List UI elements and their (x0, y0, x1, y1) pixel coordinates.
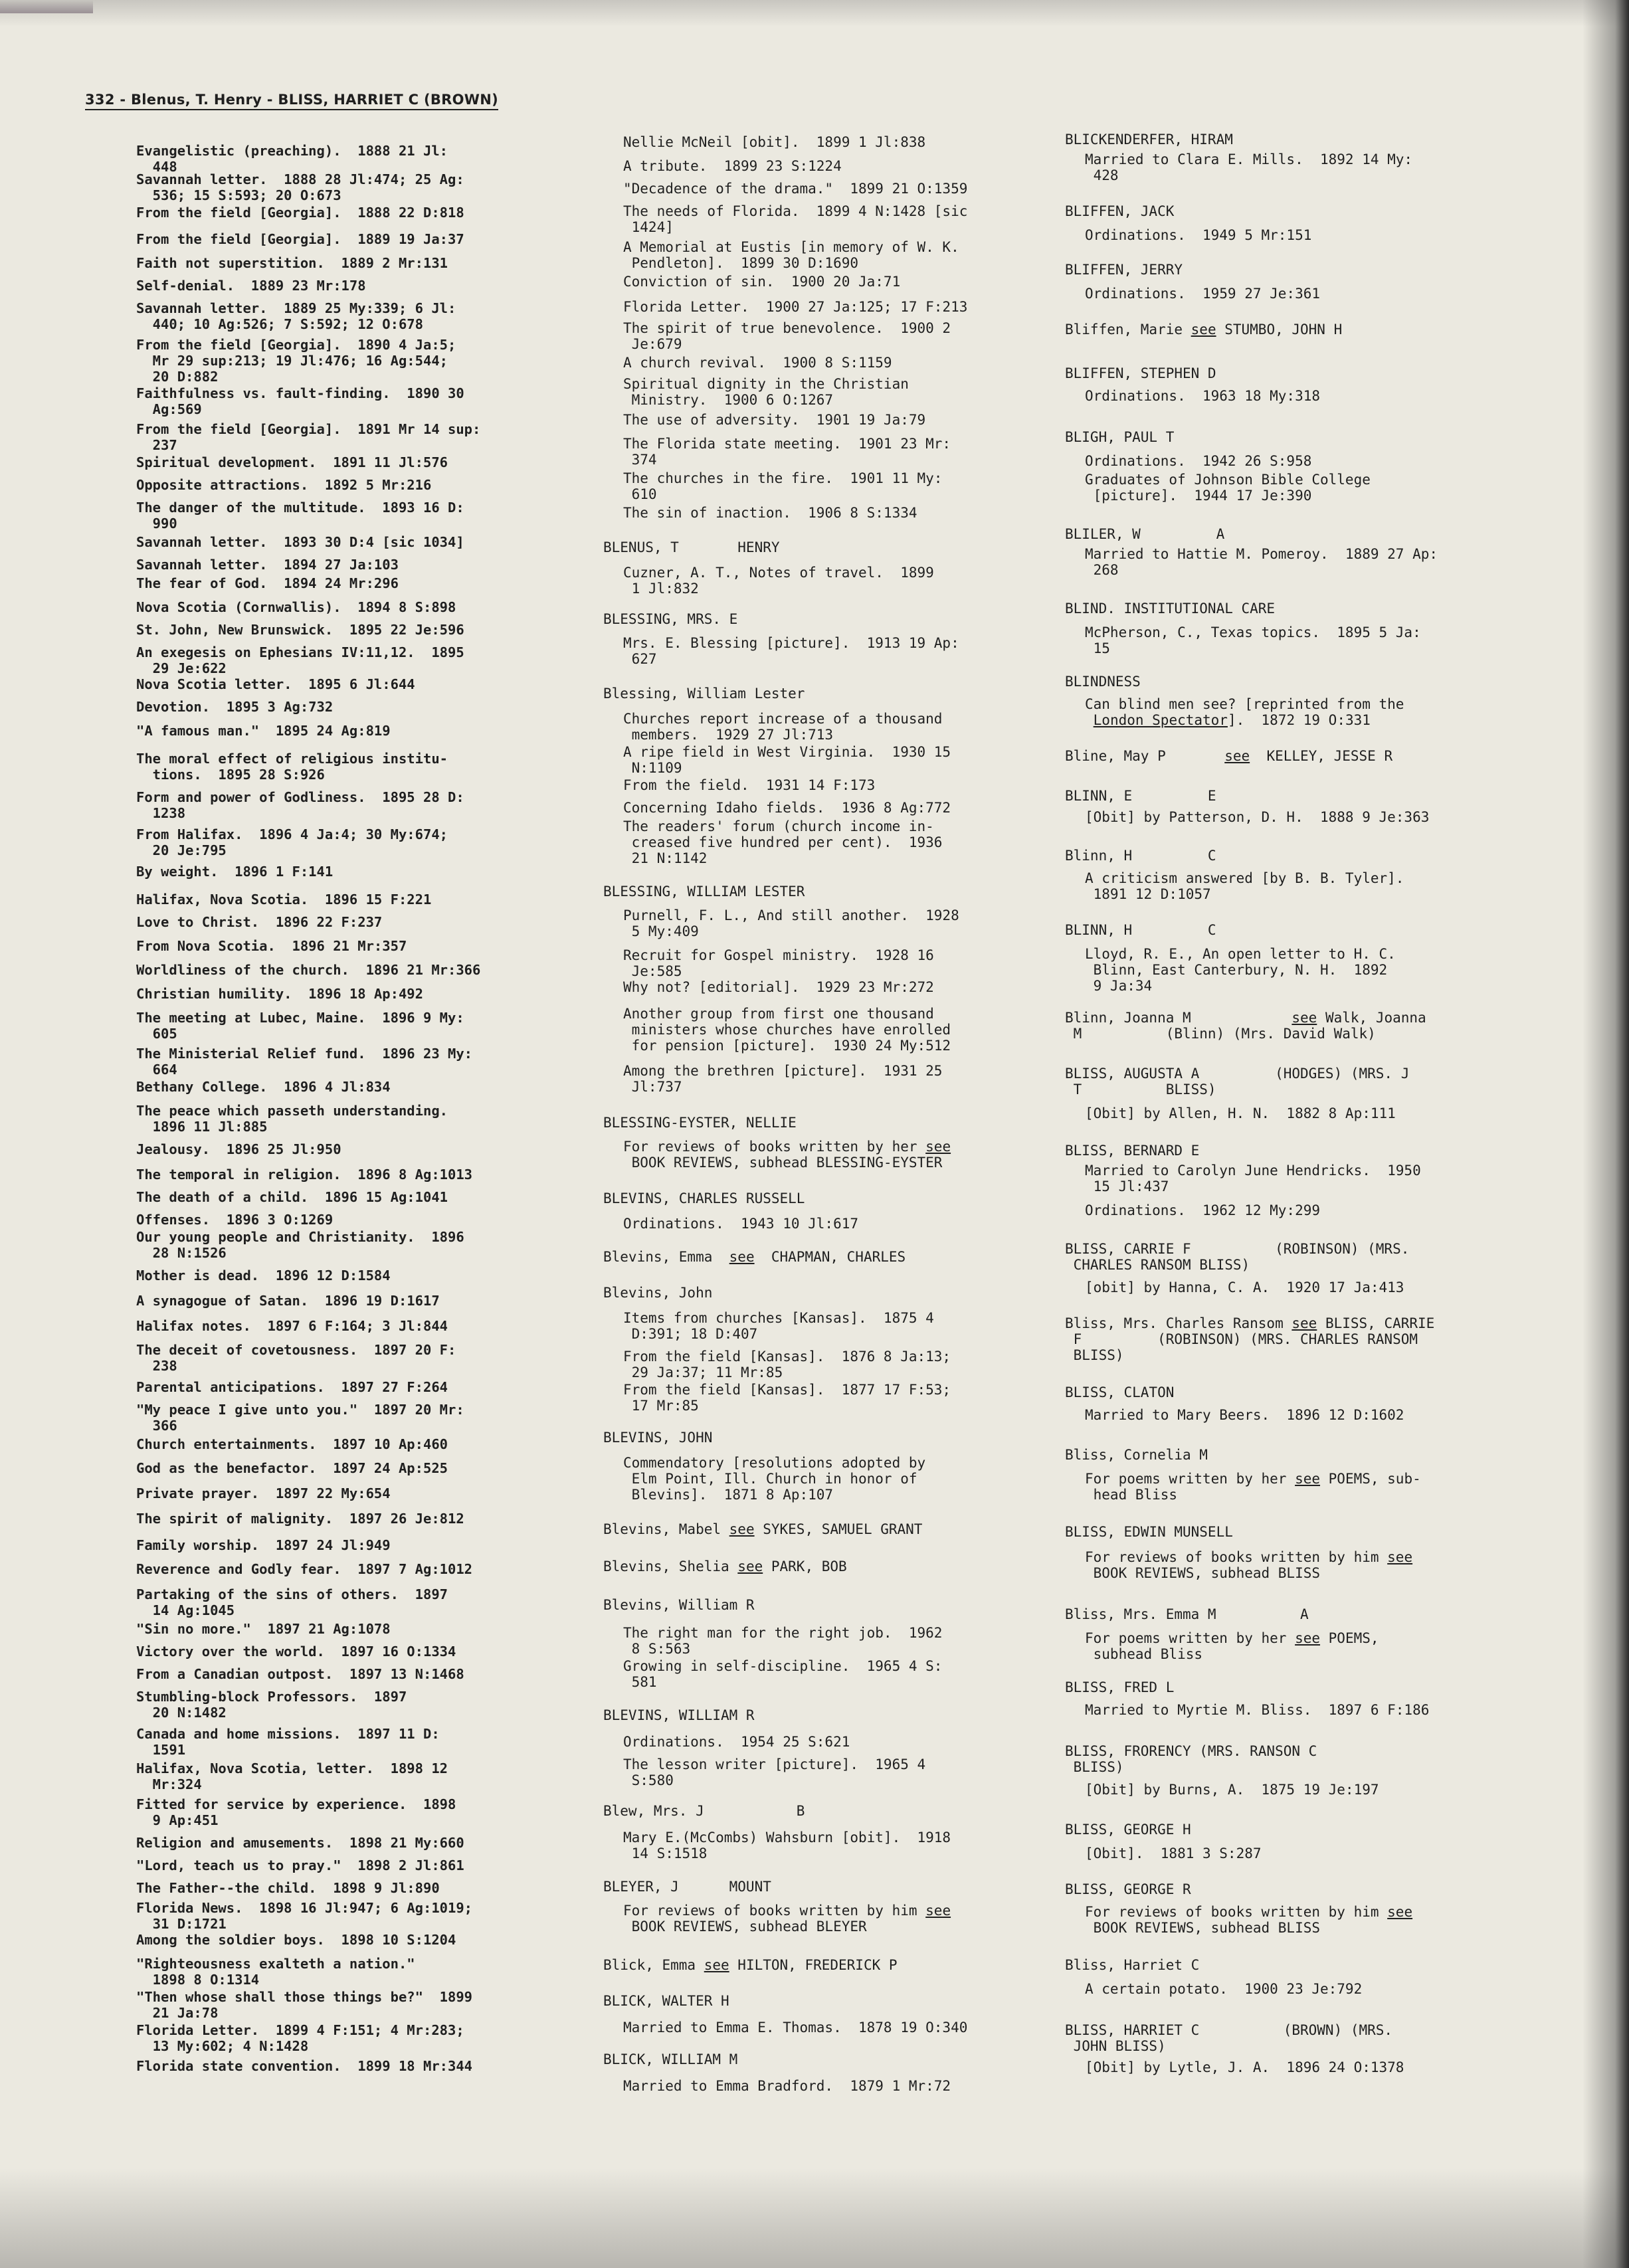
index-entry: From the field [Georgia]. 1888 22 D:818 (136, 205, 464, 221)
index-entry: Ordinations. 1962 12 My:299 (1085, 1202, 1321, 1218)
index-entry: Devotion. 1895 3 Ag:732 (136, 699, 334, 715)
index-entry: Partaking of the sins of others. 1897 14 Ag:1045 (136, 1586, 448, 1618)
index-heading: BLIFFEN, JERRY (1065, 262, 1183, 278)
index-entry: Reverence and Godly fear. 1897 7 Ag:1012 (136, 1561, 473, 1577)
index-entry: Halifax, Nova Scotia. 1896 15 F:221 (136, 892, 432, 907)
index-heading: BLEVINS, CHARLES RUSSELL (603, 1190, 805, 1206)
index-entry: Ordinations. 1954 25 S:621 (623, 1734, 850, 1750)
page-gutter-shadow (1582, 0, 1629, 2268)
index-heading: BLESSING-EYSTER, NELLIE (603, 1115, 797, 1131)
index-heading: BLEVINS, JOHN (603, 1430, 713, 1446)
index-entry: God as the benefactor. 1897 24 Ap:525 (136, 1460, 448, 1476)
index-heading: BLISS, FRED L (1065, 1679, 1175, 1695)
index-entry: Ordinations. 1959 27 Je:361 (1085, 286, 1321, 302)
index-entry: Evangelistic (preaching). 1888 21 Jl: 448 (136, 143, 448, 175)
index-entry: The right man for the right job. 1962 8 S:563 (623, 1625, 943, 1657)
index-entry: The sin of inaction. 1906 8 S:1334 (623, 505, 917, 521)
page-shade-top (0, 0, 1629, 27)
index-entry: Nova Scotia (Cornwallis). 1894 8 S:898 (136, 599, 456, 615)
index-entry: Jealousy. 1896 25 Jl:950 (136, 1141, 341, 1157)
index-entry: Concerning Idaho fields. 1936 8 Ag:772 (623, 800, 951, 816)
index-entry: An exegesis on Ephesians IV:11,12. 1895 29 Je:622 (136, 644, 464, 676)
index-heading: Bliss, Cornelia M (1065, 1447, 1208, 1463)
index-entry: [Obit] by Allen, H. N. 1882 8 Ap:111 (1085, 1105, 1396, 1121)
index-entry: Mary E.(McCombs) Wahsburn [obit]. 1918 14 S:1518 (623, 1830, 951, 1861)
index-entry: From the field [Georgia]. 1890 4 Ja:5; Mr 29 sup:213; 19 Jl:476; 16 Ag:544; 20 D:882 (136, 337, 456, 385)
index-entry: Married to Carolyn June Hendricks. 1950 15 Jl:437 (1085, 1163, 1421, 1194)
index-heading: Bline, May P see KELLEY, JESSE R (1065, 748, 1393, 764)
index-entry: Ordinations. 1943 10 Jl:617 (623, 1216, 859, 1232)
index-heading: BLENUS, T HENRY (603, 539, 780, 555)
index-entry: Halifax, Nova Scotia, letter. 1898 12 Mr:324 (136, 1760, 448, 1792)
index-entry: The temporal in religion. 1896 8 Ag:1013 (136, 1167, 473, 1182)
index-entry: Church entertainments. 1897 10 Ap:460 (136, 1436, 448, 1452)
index-heading: BLISS, CLATON (1065, 1384, 1175, 1400)
index-heading: BLISS, GEORGE H (1065, 1822, 1191, 1838)
index-entry: Married to Hattie M. Pomeroy. 1889 27 Ap: 268 (1085, 546, 1438, 578)
index-heading: BLISS, EDWIN MUNSELL (1065, 1524, 1233, 1540)
index-entry: Love to Christ. 1896 22 F:237 (136, 914, 383, 930)
index-entry: Savannah letter. 1888 28 Jl:474; 25 Ag: 536; 15 S:593; 20 O:673 (136, 171, 464, 203)
index-entry: Nova Scotia letter. 1895 6 Jl:644 (136, 676, 415, 692)
index-entry: Spiritual development. 1891 11 Jl:576 (136, 454, 448, 470)
index-entry: From Halifax. 1896 4 Ja:4; 30 My:674; 20 Je:795 (136, 826, 448, 858)
underlined-text: see (925, 1139, 951, 1155)
index-entry: Cuzner, A. T., Notes of travel. 1899 1 Jl:832 (623, 565, 934, 597)
index-entry: Graduates of Johnson Bible College [picture]. 1944 17 Je:390 (1085, 472, 1371, 504)
index-heading: BLISS, BERNARD E (1065, 1143, 1200, 1159)
index-heading: Blessing, William Lester (603, 686, 805, 702)
running-head: 332 - Blenus, T. Henry - BLISS, HARRIET C (BROWN) (85, 92, 498, 110)
index-entry: Spiritual dignity in the Christian Ministry. 1900 6 O:1267 (623, 376, 909, 408)
index-entry: Among the brethren [picture]. 1931 25 Jl:737 (623, 1063, 943, 1095)
index-entry: Growing in self-discipline. 1965 4 S: 581 (623, 1658, 943, 1690)
underlined-text: see (729, 1249, 755, 1265)
index-heading: BLESSING, WILLIAM LESTER (603, 884, 805, 899)
index-heading: Blinn, H C (1065, 848, 1216, 864)
index-entry: Fitted for service by experience. 1898 9 Ap:451 (136, 1796, 456, 1828)
index-entry: From the field [Kansas]. 1877 17 F:53; 17 Mr:85 (623, 1382, 951, 1414)
index-entry: Married to Emma Bradford. 1879 1 Mr:72 (623, 2078, 951, 2094)
index-entry: Among the soldier boys. 1898 10 S:1204 (136, 1932, 456, 1948)
index-entry: A church revival. 1900 8 S:1159 (623, 355, 892, 371)
index-entry: A synagogue of Satan. 1896 19 D:1617 (136, 1293, 440, 1309)
index-entry: Family worship. 1897 24 Jl:949 (136, 1537, 391, 1553)
underlined-text: see (1292, 1315, 1317, 1331)
index-heading: BLISS, HARRIET C (BROWN) (MRS. JOHN BLISS) (1065, 2022, 1393, 2054)
index-entry: Florida state convention. 1899 18 Mr:344 (136, 2058, 473, 2074)
index-heading: BLIND. INSTITUTIONAL CARE (1065, 601, 1276, 616)
index-entry: The churches in the fire. 1901 11 My: 610 (623, 470, 943, 502)
index-entry: Mother is dead. 1896 12 D:1584 (136, 1268, 391, 1283)
index-heading: Bliss, Harriet C (1065, 1957, 1200, 1973)
index-entry: A ripe field in West Virginia. 1930 15 N:1109 (623, 744, 951, 776)
index-entry: Christian humility. 1896 18 Ap:492 (136, 986, 423, 1002)
index-entry: Opposite attractions. 1892 5 Mr:216 (136, 477, 432, 493)
index-entry: [obit] by Hanna, C. A. 1920 17 Ja:413 (1085, 1279, 1404, 1295)
index-entry: Form and power of Godliness. 1895 28 D: 1238 (136, 789, 464, 821)
index-heading: Bliffen, Marie see STUMBO, JOHN H (1065, 322, 1343, 337)
index-heading: BLEVINS, WILLIAM R (603, 1707, 755, 1723)
index-entry: The death of a child. 1896 15 Ag:1041 (136, 1189, 448, 1205)
index-entry: By weight. 1896 1 F:141 (136, 864, 334, 880)
index-entry: [Obit] by Burns, A. 1875 19 Je:197 (1085, 1782, 1379, 1798)
index-heading: BLIGH, PAUL T (1065, 429, 1175, 445)
index-entry: Savannah letter. 1893 30 D:4 [sic 1034] (136, 534, 464, 550)
page-shade-bottom (0, 2168, 1629, 2268)
index-entry: "Then whose shall those things be?" 1899 21 Ja:78 (136, 1989, 473, 2021)
index-heading: BLIFFEN, JACK (1065, 203, 1175, 219)
index-entry: Another group from first one thousand ministers whose churches have enrolled for pension [picture]. 1930 24 My:512 (623, 1006, 951, 1054)
index-entry: Ordinations. 1942 26 S:958 (1085, 453, 1312, 469)
index-entry: Offenses. 1896 3 O:1269 (136, 1212, 334, 1228)
index-entry: From a Canadian outpost. 1897 13 N:1468 (136, 1666, 464, 1682)
index-heading: BLICK, WALTER H (603, 1993, 729, 2009)
index-entry: For reviews of books written by him see BOOK REVIEWS, subhead BLISS (1085, 1549, 1413, 1581)
underlined-text: see (1224, 748, 1250, 764)
underlined-text: see (729, 1521, 755, 1537)
index-heading: Blevins, William R (603, 1597, 755, 1613)
index-heading: BLISS, FRORENCY (MRS. RANSON C BLISS) (1065, 1743, 1317, 1775)
index-entry: Married to Clara E. Mills. 1892 14 My: 428 (1085, 151, 1413, 183)
index-entry: Ordinations. 1963 18 My:318 (1085, 388, 1321, 404)
index-entry: "My peace I give unto you." 1897 20 Mr: 366 (136, 1402, 464, 1434)
index-entry: [Obit]. 1881 3 S:287 (1085, 1845, 1262, 1861)
index-entry: The meeting at Lubec, Maine. 1896 9 My: 605 (136, 1010, 464, 1042)
index-entry: Married to Myrtie M. Bliss. 1897 6 F:186 (1085, 1702, 1430, 1718)
index-entry: Nellie McNeil [obit]. 1899 1 Jl:838 (623, 134, 926, 150)
index-entry: Savannah letter. 1894 27 Ja:103 (136, 557, 399, 573)
index-entry: Mrs. E. Blessing [picture]. 1913 19 Ap: 627 (623, 635, 959, 667)
index-entry: From the field [Georgia]. 1891 Mr 14 sup: 237 (136, 421, 481, 453)
index-entry: Can blind men see? [reprinted from the London Spectator]. 1872 19 O:331 (1085, 696, 1404, 728)
index-entry: Recruit for Gospel ministry. 1928 16 Je:585 (623, 947, 934, 979)
index-heading: Blevins, Emma see CHAPMAN, CHARLES (603, 1249, 906, 1265)
index-entry: Ordinations. 1949 5 Mr:151 (1085, 227, 1312, 243)
index-entry: Items from churches [Kansas]. 1875 4 D:391; 18 D:407 (623, 1310, 934, 1342)
index-entry: The lesson writer [picture]. 1965 4 S:580 (623, 1756, 926, 1788)
index-entry: The readers' forum (church income in- creased five hundred per cent). 1936 21 N:1142 (623, 818, 943, 866)
index-entry: The deceit of covetousness. 1897 20 F: 238 (136, 1342, 456, 1374)
index-entry: For poems written by her see POEMS, subhead Bliss (1085, 1630, 1379, 1662)
index-entry: For reviews of books written by her see BOOK REVIEWS, subhead BLESSING-EYSTER (623, 1139, 951, 1171)
index-heading: BLICKENDERFER, HIRAM (1065, 132, 1233, 147)
index-entry: Florida Letter. 1900 27 Ja:125; 17 F:213 (623, 299, 968, 315)
index-heading: BLESSING, MRS. E (603, 611, 738, 627)
underlined-text: see (1295, 1471, 1321, 1487)
index-entry: The Father--the child. 1898 9 Jl:890 (136, 1880, 440, 1896)
index-entry: The spirit of malignity. 1897 26 Je:812 (136, 1511, 464, 1527)
index-entry: The Ministerial Relief fund. 1896 23 My: 664 (136, 1046, 473, 1078)
index-entry: McPherson, C., Texas topics. 1895 5 Ja: 15 (1085, 624, 1421, 656)
index-entry: For poems written by her see POEMS, sub- head Bliss (1085, 1471, 1421, 1503)
index-entry: Lloyd, R. E., An open letter to H. C. Blinn, East Canterbury, N. H. 1892 9 Ja:34 (1085, 946, 1396, 994)
index-heading: BLINDNESS (1065, 674, 1141, 690)
index-entry: "Lord, teach us to pray." 1898 2 Jl:861 (136, 1857, 464, 1873)
index-entry: Private prayer. 1897 22 My:654 (136, 1485, 391, 1501)
index-entry: "Decadence of the drama." 1899 21 O:1359 (623, 181, 968, 197)
index-entry: Conviction of sin. 1900 20 Ja:71 (623, 274, 901, 290)
index-heading: Blevins, Shelia see PARK, BOB (603, 1559, 847, 1574)
index-entry: From the field. 1931 14 F:173 (623, 777, 876, 793)
index-entry: Married to Mary Beers. 1896 12 D:1602 (1085, 1407, 1404, 1423)
index-entry: Religion and amusements. 1898 21 My:660 (136, 1835, 464, 1851)
index-entry: Victory over the world. 1897 16 O:1334 (136, 1644, 456, 1659)
index-heading: BLISS, AUGUSTA A (HODGES) (MRS. J T BLISS) (1065, 1066, 1410, 1097)
index-entry: From Nova Scotia. 1896 21 Mr:357 (136, 938, 407, 954)
index-entry: "Sin no more." 1897 21 Ag:1078 (136, 1621, 391, 1637)
index-entry: St. John, New Brunswick. 1895 22 Je:596 (136, 622, 464, 638)
underlined-text: see (1387, 1549, 1413, 1565)
underlined-text: see (1292, 1010, 1317, 1026)
index-entry: For reviews of books written by him see BOOK REVIEWS, subhead BLISS (1085, 1904, 1413, 1936)
index-entry: For reviews of books written by him see BOOK REVIEWS, subhead BLEYER (623, 1903, 951, 1935)
index-entry: Married to Emma E. Thomas. 1878 19 O:340 (623, 2020, 968, 2035)
index-entry: Faith not superstition. 1889 2 Mr:131 (136, 255, 448, 271)
underlined-text: see (925, 1903, 951, 1919)
index-entry: The use of adversity. 1901 19 Ja:79 (623, 412, 926, 428)
index-entry: The fear of God. 1894 24 Mr:296 (136, 575, 399, 591)
index-entry: Worldliness of the church. 1896 21 Mr:366 (136, 962, 481, 978)
index-entry: A criticism answered [by B. B. Tyler]. 1891 12 D:1057 (1085, 870, 1404, 902)
index-heading: BLISS, CARRIE F (ROBINSON) (MRS. CHARLES RANSOM BLISS) (1065, 1241, 1410, 1273)
underlined-text: see (737, 1559, 763, 1574)
index-entry: Parental anticipations. 1897 27 F:264 (136, 1379, 448, 1395)
index-entry: The peace which passeth understanding. 1896 11 Jl:885 (136, 1103, 448, 1135)
index-entry: Florida Letter. 1899 4 F:151; 4 Mr:283; 13 My:602; 4 N:1428 (136, 2022, 464, 2054)
index-heading: BLISS, GEORGE R (1065, 1881, 1191, 1897)
underlined-text: see (704, 1957, 729, 1973)
index-entry: Halifax notes. 1897 6 F:164; 3 Jl:844 (136, 1318, 448, 1334)
index-entry: Commendatory [resolutions adopted by Elm Point, Ill. Church in honor of Blevins]. 1871 8 Ap:107 (623, 1455, 926, 1503)
index-heading: Blinn, Joanna M see Walk, Joanna M (Blinn) (Mrs. David Walk) (1065, 1010, 1426, 1042)
index-entry: A certain potato. 1900 23 Je:792 (1085, 1981, 1363, 1997)
index-entry: A Memorial at Eustis [in memory of W. K. Pendleton]. 1899 30 D:1690 (623, 239, 959, 271)
index-entry: Self-denial. 1889 23 Mr:178 (136, 278, 366, 294)
index-entry: Churches report increase of a thousand members. 1929 27 Jl:713 (623, 711, 943, 743)
index-heading: BLICK, WILLIAM M (603, 2051, 738, 2067)
index-entry: Savannah letter. 1889 25 My:339; 6 Jl: 440; 10 Ag:526; 7 S:592; 12 O:678 (136, 300, 456, 332)
index-heading: Bliss, Mrs. Emma M A (1065, 1606, 1309, 1622)
index-heading: Blick, Emma see HILTON, FREDERICK P (603, 1957, 898, 1973)
index-entry: [Obit] by Patterson, D. H. 1888 9 Je:363 (1085, 809, 1430, 825)
index-entry: Faithfulness vs. fault-finding. 1890 30 Ag:569 (136, 385, 464, 417)
underlined-text: London Spectator (1093, 712, 1228, 728)
index-entry: The danger of the multitude. 1893 16 D: 990 (136, 500, 464, 531)
index-entry: Canada and home missions. 1897 11 D: 1591 (136, 1726, 440, 1758)
index-heading: Bliss, Mrs. Charles Ransom see BLISS, CARRIE F (ROBINSON) (MRS. CHARLES RANSOM BLISS) (1065, 1315, 1435, 1363)
index-heading: BLIFFEN, STEPHEN D (1065, 365, 1216, 381)
index-heading: Blevins, John (603, 1285, 713, 1301)
index-heading: BLINN, E E (1065, 788, 1216, 804)
index-heading: BLILER, W A (1065, 526, 1225, 542)
index-entry: Why not? [editorial]. 1929 23 Mr:272 (623, 979, 934, 995)
index-entry: The spirit of true benevolence. 1900 2 Je:679 (623, 320, 951, 352)
underlined-text: see (1387, 1904, 1413, 1920)
index-entry: Bethany College. 1896 4 Jl:834 (136, 1079, 391, 1095)
index-entry: "A famous man." 1895 24 Ag:819 (136, 723, 391, 739)
index-heading: BLEYER, J MOUNT (603, 1879, 771, 1895)
index-entry: Purnell, F. L., And still another. 1928 5 My:409 (623, 907, 959, 939)
underlined-text: see (1191, 322, 1216, 337)
index-entry: The moral effect of religious institu- tions. 1895 28 S:926 (136, 751, 448, 783)
index-heading: BLINN, H C (1065, 922, 1216, 938)
index-entry: A tribute. 1899 23 S:1224 (623, 158, 842, 174)
underlined-text: see (1295, 1630, 1321, 1646)
index-entry: The needs of Florida. 1899 4 N:1428 [sic 1424] (623, 203, 968, 235)
index-entry: Our young people and Christianity. 1896 28 N:1526 (136, 1229, 464, 1261)
index-heading: Blew, Mrs. J B (603, 1803, 805, 1819)
index-entry: The Florida state meeting. 1901 23 Mr: 374 (623, 436, 951, 468)
index-entry: Stumbling-block Professors. 1897 20 N:1482 (136, 1689, 407, 1721)
index-entry: [Obit] by Lytle, J. A. 1896 24 O:1378 (1085, 2059, 1404, 2075)
index-entry: From the field [Kansas]. 1876 8 Ja:13; 29 Ja:37; 11 Mr:85 (623, 1349, 951, 1380)
index-entry: From the field [Georgia]. 1889 19 Ja:37 (136, 231, 464, 247)
index-entry: Florida News. 1898 16 Jl:947; 6 Ag:1019; 31 D:1721 (136, 1900, 473, 1932)
index-heading: Blevins, Mabel see SYKES, SAMUEL GRANT (603, 1521, 923, 1537)
index-entry: "Righteousness exalteth a nation." 1898 8 O:1314 (136, 1956, 415, 1988)
